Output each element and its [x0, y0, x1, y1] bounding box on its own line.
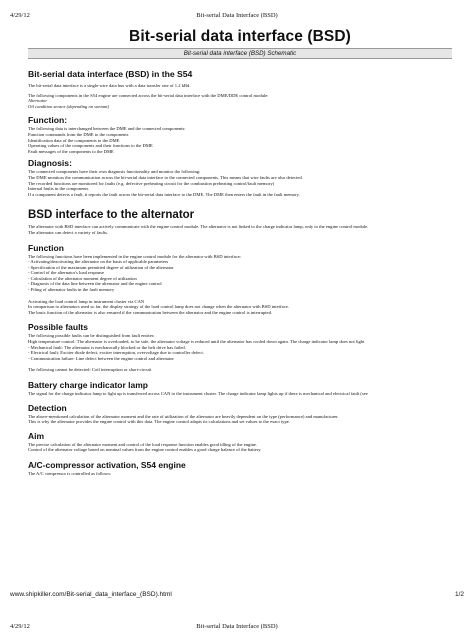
- text-line: High temperature control: The alternator is overloaded, to be safe, the alternator voltage is reduced until the alternator has cooled down again. The charge indicator lamp does not light: [28, 339, 365, 345]
- page-number: 1/2: [454, 591, 464, 598]
- subheading-function: Function: [28, 242, 64, 253]
- text-line: - Activating/deactivating the alternator on the basis of applicable parameters: [28, 259, 169, 265]
- section-heading-alternator: BSD interface to the alternator: [28, 209, 195, 222]
- text-line: The precise calculation of the alternator moment and control of the load response function enables good idling of the engine.: [28, 441, 258, 447]
- text-line: The A/C compressor is controlled as follows:: [28, 470, 112, 476]
- subheading-possible-faults: Possible faults: [28, 322, 88, 333]
- text-line: This is why the alternator provides the engine control with this data. The engine control adapts its calculations and set values to the exact type.: [28, 419, 290, 425]
- text-line: - Electrical fault: Exciter diode defect, exciter interruption, overvoltage due to controller defect.: [28, 350, 204, 356]
- text-line: The following possible faults can be distinguished from fault entries:: [28, 333, 155, 339]
- page-header: [0, 0, 474, 24]
- text-line: The connected components have their own diagnosis functionality and monitor the following:: [28, 169, 201, 175]
- text-line: Identification data of the components to the DME: [28, 137, 120, 143]
- text-line: The signal for the charge indicator lamp to light up is transferred across CAN to the instrument cluster. The charge indicator lamp lights up if there is mechanical and electrical fault (see: [28, 391, 368, 396]
- print-date: 4/29/12: [10, 12, 30, 19]
- document-title: Bit-serial data interface (BSD): [129, 28, 351, 45]
- section-heading-function: Function:: [28, 115, 68, 126]
- text-line: - Calculation of the alternator moment degree of utilization: [28, 275, 137, 281]
- paragraph: The bit-serial data interface is a single-wire data bus with a data transfer rate of 1.2 kBd.: [28, 83, 191, 88]
- page-footer: [0, 591, 474, 603]
- text-line: The following functions have been implemented in the engine control module for the alternator with BSD interface:: [28, 253, 242, 259]
- text-line: The following cannot be detected: Coil interruption or short-circuit: [28, 367, 152, 373]
- text-line: Internal faults in the components: [28, 186, 89, 192]
- text-line: Operating values of the components and their functions to the DME: [28, 143, 153, 149]
- component-item: Oil condition sensor (depending on variant): [28, 103, 110, 109]
- subheading-battery-lamp: Battery charge indicator lamp: [28, 380, 148, 390]
- subheading-ac-compressor: A/C-compressor activation, S54 engine: [28, 459, 186, 470]
- section-heading-diagnosis: Diagnosis:: [28, 158, 72, 169]
- text-line: Activating the load control lamp in instrument cluster via CAN: [28, 298, 145, 304]
- text-line: The alternator with BSD interface can actively communicate with the engine control module. The alternator is not linked to the charge indicator lamp, only to the engine control module.: [28, 224, 369, 230]
- text-line: - Specification of the maximum permitted degree of utilization of the alternator: [28, 264, 174, 270]
- subheading-detection: Detection: [28, 402, 67, 413]
- paragraph: The following components in the S54 engine are connected across the bit-serial data interface with the DME/DDE control module:: [28, 92, 269, 98]
- print-title: Bit-serial Data Interface (BSD): [196, 12, 278, 19]
- text-line: - Control of the alternator's load response: [28, 270, 105, 276]
- text-line: - Mechanical fault: The alternator is mechanically blocked or the belt drive has failed.: [28, 344, 186, 350]
- text-line: The alternator can detect a variety of faults.: [28, 229, 109, 235]
- print-date: 4/29/12: [10, 623, 30, 630]
- text-line: - Diagnosis of the data line between the alternator and the engine control: [28, 281, 162, 287]
- text-line: If a component detects a fault, it reports the fault across the bit-serial data interface to the DME. The DME then enters the fault in the fault memory.: [28, 191, 300, 197]
- text-line: The above-mentioned calculation of the alternator moment and the rate of utilization of the alternator are heavily dependent on the type (performance) and manufacturer.: [28, 413, 339, 419]
- text-line: Fault messages of the components to the DME: [28, 148, 114, 154]
- text-line: Function commands from the DME to the components: [28, 131, 129, 137]
- text-line: The basic function of the alternator is also ensured if the communication between the alternator and the engine control is interrupted.: [28, 309, 273, 315]
- text-line: The following data is interchanged between the DME and the connected components:: [28, 126, 186, 132]
- section-heading-s54: Bit-serial data interface (BSD) in the S54: [28, 69, 193, 79]
- document-body: [28, 28, 452, 477]
- text-line: - Communication failure: Line defect between the engine control and alternator: [28, 355, 174, 361]
- component-item: Alternator: [28, 98, 48, 104]
- schematic-link-bar[interactable]: Bit-serial data interface (BSD) Schematic: [28, 48, 452, 59]
- text-line: The recorded functions are monitored for faults (e.g. defective preheating circuit for the combustion preheating control/fault memory): [28, 180, 275, 186]
- text-line: Control of the alternator voltage based on nominal values from the engine control enables a good charge balance of the battery.: [28, 447, 262, 453]
- subheading-aim: Aim: [28, 430, 45, 441]
- text-line: The DME monitors the communication across the bit-serial data interface to the connected components. This means that wire faults are also detected.: [28, 174, 303, 180]
- print-title: Bit-serial Data Interface (BSD): [196, 623, 278, 630]
- text-line: - Filing of alternator faults in the fault memory: [28, 287, 115, 293]
- text-line: In comparison to alternators used so far, the display strategy of the load control lamp does not change when the alternator with BSD interface.: [28, 304, 289, 310]
- source-url-link[interactable]: www.shipkiller.com/Bit-serial_data_interface_(BSD).html: [10, 591, 172, 598]
